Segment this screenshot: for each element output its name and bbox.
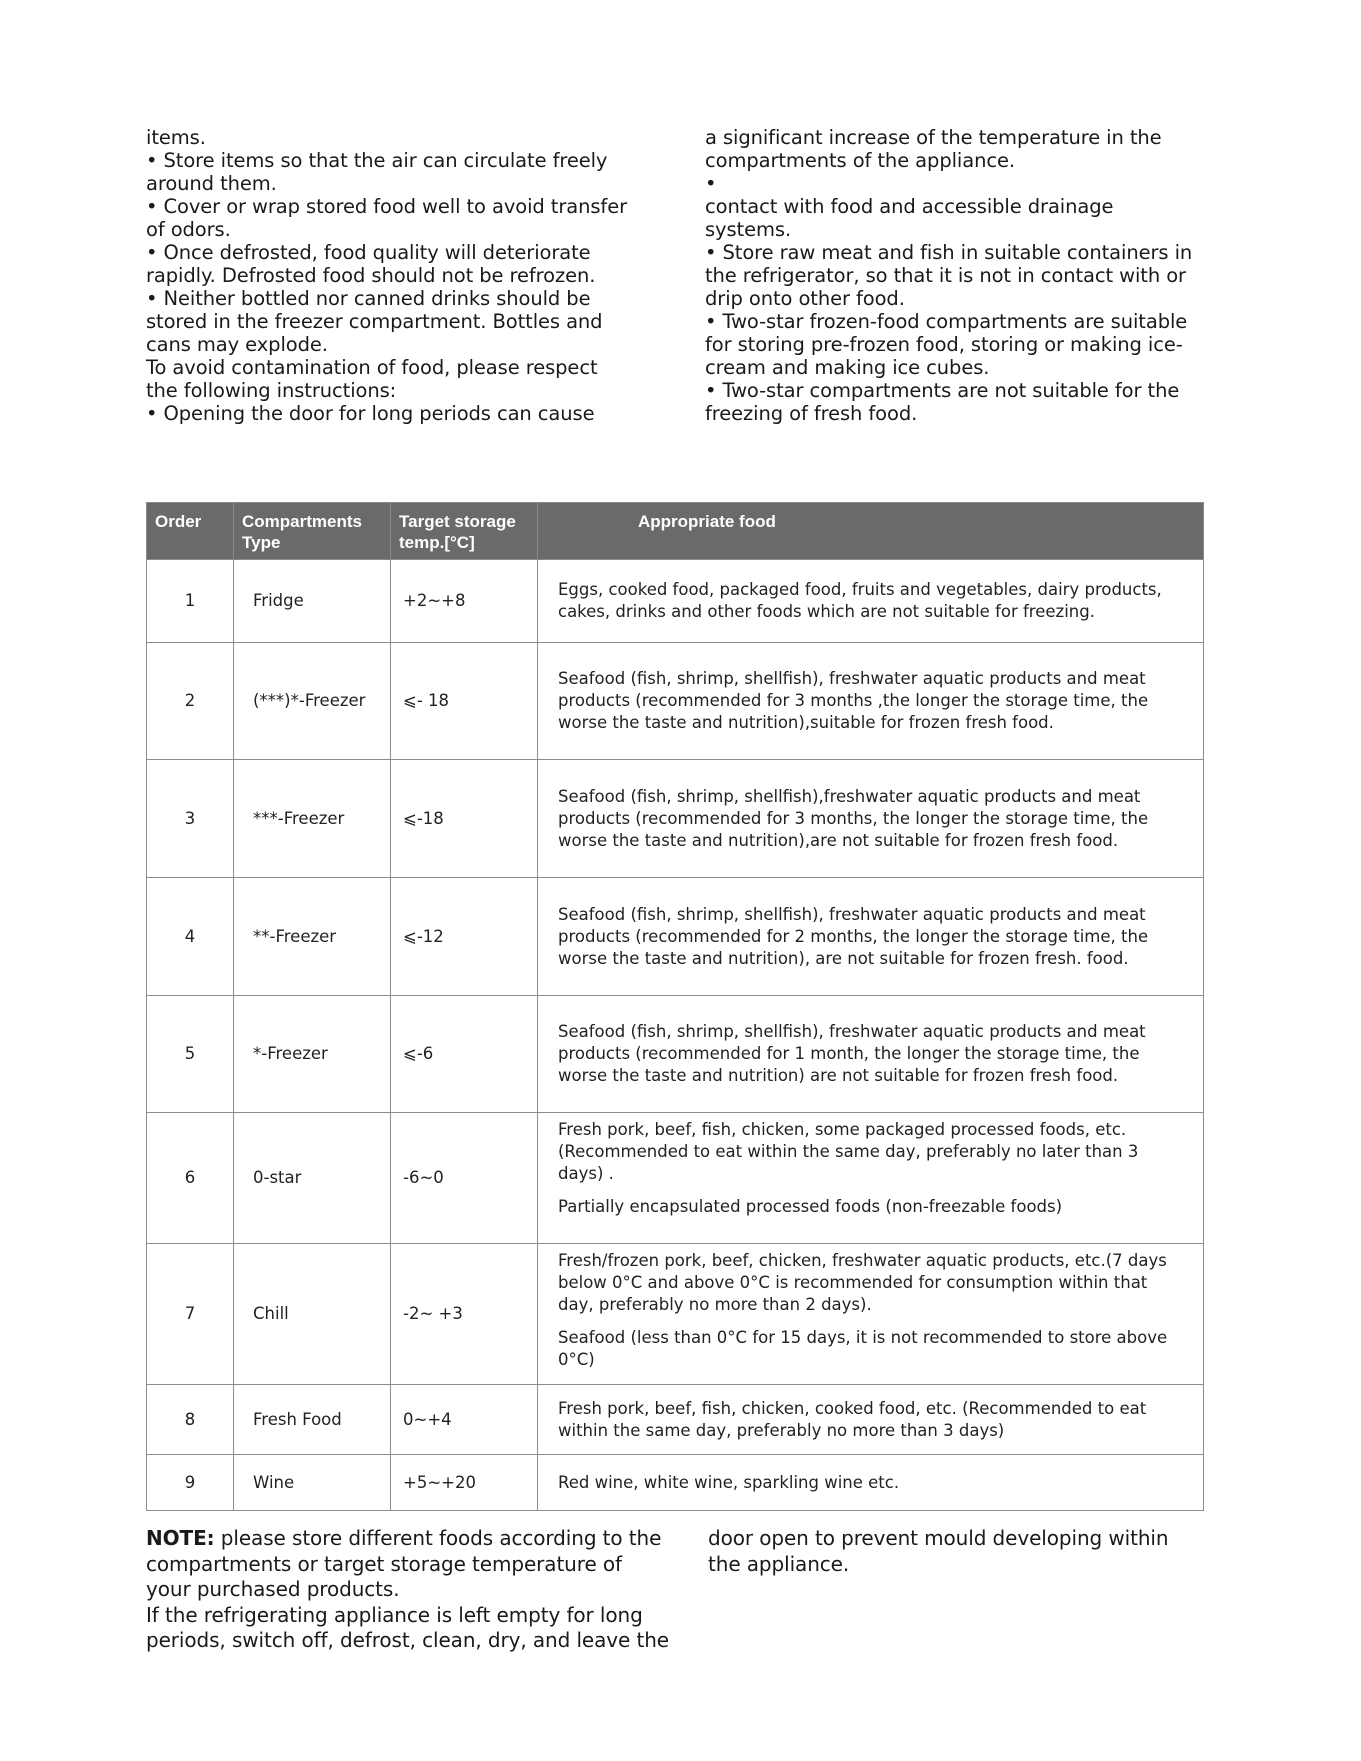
food-paragraph: Seafood (fish, shrimp, shellfish), freshwater aquatic products and meat products (recommended for 2 months, the longer the storage time, the worse the taste and nutrition), are not suitable for frozen fresh. food.: [558, 904, 1149, 968]
table-row: [147, 760, 1204, 878]
compartment-type-cell: 0-star: [234, 1113, 391, 1244]
appropriate-food-cell: [538, 1455, 1204, 1511]
target-temp-cell: -6~0: [391, 1113, 538, 1244]
order-cell: 3: [147, 760, 234, 878]
target-temp-cell: +5~+20: [391, 1455, 538, 1511]
appropriate-food-cell: [538, 560, 1204, 643]
food-paragraph: Seafood (fish, shrimp, shellfish),freshwater aquatic products and meat products (recommended for 3 months, the longer the storage time, the worse the taste and nutrition),are not suitable for frozen fresh food.: [558, 786, 1149, 850]
compartment-type-cell: Fresh Food: [234, 1385, 391, 1455]
note-label: NOTE:: [146, 1526, 215, 1550]
header-target-temp: Target storage temp.[°C]: [391, 503, 538, 560]
target-temp-cell: ⩽-18: [391, 760, 538, 878]
appropriate-food-cell: [538, 878, 1204, 996]
table-row: [147, 560, 1204, 643]
appropriate-food-cell: [538, 996, 1204, 1113]
compartment-type-cell: **-Freezer: [234, 878, 391, 996]
text-line: periods, switch off, defrost, clean, dry, and leave the: [146, 1628, 670, 1652]
order-cell: 4: [147, 878, 234, 996]
text-line: rapidly. Defrosted food should not be refrozen.: [146, 264, 596, 287]
target-temp-cell: +2~+8: [391, 560, 538, 643]
compartment-type-cell: Fridge: [234, 560, 391, 643]
appropriate-food-cell: [538, 1113, 1204, 1244]
text-line: for storing pre-frozen food, storing or making ice-: [705, 333, 1183, 356]
text-line: •: [705, 172, 717, 195]
target-temp-cell: ⩽-12: [391, 878, 538, 996]
text-line: freezing of fresh food.: [705, 402, 918, 425]
compartment-type-cell: ***-Freezer: [234, 760, 391, 878]
appropriate-food-cell: [538, 1244, 1204, 1385]
target-temp-cell: ⩽-6: [391, 996, 538, 1113]
order-cell: 6: [147, 1113, 234, 1244]
text-line: If the refrigerating appliance is left empty for long: [146, 1602, 643, 1627]
appropriate-food-cell: [538, 760, 1204, 878]
text-line: • Opening the door for long periods can cause: [146, 402, 595, 425]
order-cell: 8: [147, 1385, 234, 1455]
food-paragraph: Seafood (less than 0°C for 15 days, it is not recommended to store above 0°C): [558, 1328, 1168, 1369]
text-line: a significant increase of the temperature in the: [705, 126, 1162, 149]
table-row: [147, 1385, 1204, 1455]
text-line: items.: [146, 126, 206, 149]
note-first-line-text: please store different foods according to the: [214, 1526, 662, 1550]
order-cell: 5: [147, 996, 234, 1113]
appropriate-food-cell: [538, 643, 1204, 760]
compartment-type-cell: Wine: [234, 1455, 391, 1511]
text-line: systems.: [705, 218, 792, 241]
text-line: drip onto other food.: [705, 287, 905, 310]
text-line: cream and making ice cubes.: [705, 356, 990, 379]
text-line: the appliance.: [708, 1551, 850, 1576]
text-line: of odors.: [146, 218, 231, 241]
order-cell: 7: [147, 1244, 234, 1385]
note-first-line: [146, 1526, 686, 1552]
text-line: compartments of the appliance.: [705, 149, 1015, 172]
note-right-column: [708, 1526, 1228, 1577]
text-line: the refrigerator, so that it is not in contact with or: [705, 264, 1186, 287]
order-cell: 2: [147, 643, 234, 760]
text-line: • Store items so that the air can circulate freely: [146, 149, 608, 172]
table-row: [147, 1244, 1204, 1385]
text-line: stored in the freezer compartment. Bottles and: [146, 310, 603, 333]
text-line: around them.: [146, 172, 277, 195]
table-row: [147, 996, 1204, 1113]
text-line: • Two-star frozen-food compartments are suitable: [705, 310, 1188, 333]
text-line: contact with food and accessible drainage: [705, 195, 1114, 218]
table-body: [147, 560, 1204, 1511]
table-row: [147, 1455, 1204, 1511]
food-paragraph: Red wine, white wine, sparkling wine etc.: [558, 1472, 900, 1492]
food-paragraph: Partially encapsulated processed foods (non-freezable foods): [558, 1197, 1063, 1216]
text-line: • Two-star compartments are not suitable for the: [705, 379, 1180, 402]
target-temp-cell: 0~+4: [391, 1385, 538, 1455]
top-left-text-column: [146, 126, 666, 425]
food-paragraph: Seafood (fish, shrimp, shellfish), freshwater aquatic products and meat products (recommended for 1 month, the longer the storage time, the worse the taste and nutrition) are not suitable for frozen fresh food.: [558, 1022, 1146, 1085]
top-right-text-column: [705, 126, 1225, 425]
table-row: [147, 643, 1204, 760]
text-line: • Neither bottled nor canned drinks should be: [146, 287, 591, 310]
text-line: • Store raw meat and fish in suitable containers in: [705, 241, 1193, 264]
text-line: To avoid contamination of food, please respect: [146, 356, 598, 379]
text-line: door open to prevent mould developing within: [708, 1526, 1169, 1550]
note-left-column: [146, 1526, 686, 1654]
compartment-type-cell: Chill: [234, 1244, 391, 1385]
header-appropriate-food: Appropriate food: [538, 503, 1204, 560]
text-line: • Cover or wrap stored food well to avoid transfer: [146, 195, 628, 218]
text-line: cans may explode.: [146, 333, 328, 356]
table-row: [147, 878, 1204, 996]
order-cell: 1: [147, 560, 234, 643]
text-line: compartments or target storage temperature of: [146, 1551, 622, 1576]
food-paragraph: Fresh pork, beef, fish, chicken, some packaged processed foods, etc. (Recommended to eat within the same day, preferably no later than 3 days) .: [558, 1120, 1139, 1183]
target-temp-cell: ⩽- 18: [391, 643, 538, 760]
compartment-type-cell: (***)*-Freezer: [234, 643, 391, 760]
food-paragraph: Eggs, cooked food, packaged food, fruits and vegetables, dairy products, cakes, drinks and other foods which are not suitable for freezing.: [558, 580, 1162, 621]
food-paragraph: Seafood (fish, shrimp, shellfish), freshwater aquatic products and meat products (recommended for 3 months ,the longer the storage time, the worse the taste and nutrition),suitable for frozen fresh food.: [558, 669, 1149, 732]
table-row: [147, 1113, 1204, 1244]
table-header-row: [147, 503, 1204, 560]
header-order: Order: [147, 503, 234, 560]
header-compartment-type: Compartments Type: [234, 503, 391, 560]
food-storage-table: [146, 502, 1204, 1511]
appropriate-food-cell: [538, 1385, 1204, 1455]
order-cell: 9: [147, 1455, 234, 1511]
text-line: • Once defrosted, food quality will deteriorate: [146, 241, 591, 264]
food-paragraph: Fresh/frozen pork, beef, chicken, freshwater aquatic products, etc.(7 days below 0°C and above 0°C is recommended for consumption within that day, preferably no more than 2 days).: [558, 1251, 1167, 1314]
food-paragraph: Fresh pork, beef, fish, chicken, cooked food, etc. (Recommended to eat within the same day, preferably no more than 3 days): [558, 1398, 1147, 1440]
text-line: your purchased products.: [146, 1577, 400, 1601]
text-line: the following instructions:: [146, 379, 397, 402]
target-temp-cell: -2~ +3: [391, 1244, 538, 1385]
compartment-type-cell: *-Freezer: [234, 996, 391, 1113]
